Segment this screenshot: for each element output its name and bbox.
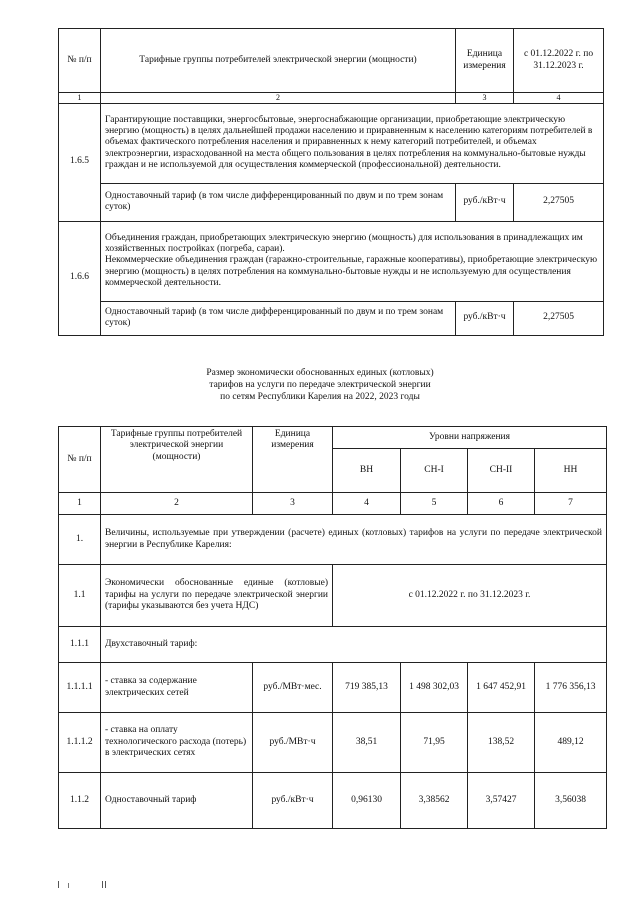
table-row [59,565,607,627]
unit-cell: руб./МВт·мес. [253,663,333,713]
t2-header-groups: Тарифные группы потребителей электрической энергии (мощности) [101,427,253,493]
t2-colnum: 6 [468,493,535,515]
value-sn1: 1 498 302,03 [401,663,468,713]
table-row [59,773,607,829]
t1-colnum: 2 [101,93,456,104]
row-description: Гарантирующие поставщики, энергосбытовые, энергоснабжающие организации, приобретающие электрическую энергию (мощность) в целях дальнейшей продажи населению и приравненным к населению категориям потребителей в объемах фактического потребления населения и приравненных к нему категорий потребителей, и объемах электроэнергии, израсходованной на места общего пользования в целях потребления на коммунально-бытовые нужды граждан и не используемой для осуществления коммерческой (профессиональной) деятельности. [101,103,604,183]
unit-cell: руб./МВт·ч [253,713,333,773]
table-row [59,627,607,663]
table-row [59,713,607,773]
t1-colnum: 3 [456,93,514,104]
value-vn: 0,96130 [333,773,401,829]
period-cell: с 01.12.2022 г. по 31.12.2023 г. [333,565,607,627]
table-row [59,103,604,183]
table-row [59,515,607,565]
tariff-table-1 [58,28,604,336]
tariff-unit: руб./кВт·ч [456,301,514,335]
t1-colnum: 4 [514,93,604,104]
t1-colnum: 1 [59,93,101,104]
t1-header-groups: Тарифные группы потребителей электрической энергии (мощности) [101,29,456,93]
row-description: Объединения граждан, приобретающих электрическую энергию (мощность) для использования в принадлежащих им хозяйственных постройках (погреба, сараи). Некоммерческие объединения граждан (гаражно-строительные, гаражные кооперативы), приобретающие электрическую энергию (мощность) в целях потребления на коммунально-бытовые нужды и не используемую для осуществления коммерческой деятельности. [101,221,604,301]
value-nn: 489,12 [535,713,607,773]
t1-header-unit: Единица измерения [456,29,514,93]
t2-header-vn: ВН [333,449,401,493]
row-description: Двухставочный тариф: [101,627,607,663]
t2-header-nn: НН [535,449,607,493]
row-number: 1. [59,515,101,565]
value-vn: 38,51 [333,713,401,773]
t2-header-unit: Единица измерения [253,427,333,493]
unit-cell: руб./кВт·ч [253,773,333,829]
heading-line: по сетям Республики Карелия на 2022, 2023 годы [220,391,420,402]
row-description: Одноставочный тариф [101,773,253,829]
t2-colnum: 7 [535,493,607,515]
table2-colnum-row [59,493,607,515]
tariff-label: Одноставочный тариф (в том числе дифференцированный по двум и по трем зонам суток) [101,183,456,221]
t2-colnum: 2 [101,493,253,515]
table-row [59,183,604,221]
table1-colnum-row [59,93,604,104]
value-sn2: 1 647 452,91 [468,663,535,713]
t2-header-sn1: СН-I [401,449,468,493]
tariff-value: 2,27505 [514,301,604,335]
tariff-unit: руб./кВт·ч [456,183,514,221]
t2-header-num: № п/п [59,427,101,493]
t2-colnum: 1 [59,493,101,515]
value-sn2: 3,57427 [468,773,535,829]
t1-header-num: № п/п [59,29,101,93]
t2-colnum: 3 [253,493,333,515]
row-number: 1.1.1.2 [59,713,101,773]
row-number: 1.6.5 [59,103,101,221]
scan-marks [58,880,138,892]
table1-header-row [59,29,604,93]
t2-header-sn2: СН-II [468,449,535,493]
row-number: 1.1.1 [59,627,101,663]
t1-header-period: с 01.12.2022 г. по 31.12.2023 г. [514,29,604,93]
value-vn: 719 385,13 [333,663,401,713]
table-row [59,221,604,301]
t2-colnum: 5 [401,493,468,515]
table-row [59,301,604,335]
value-nn: 3,56038 [535,773,607,829]
value-sn1: 71,95 [401,713,468,773]
row-description: - ставка за содержание электрических сетей [101,663,253,713]
row-description: Экономически обоснованные единые (котловые) тарифы на услуги по передаче электрической энергии (тарифы указываются без учета НДС) [101,565,333,627]
tariff-value: 2,27505 [514,183,604,221]
row-number: 1.1 [59,565,101,627]
heading-line: Размер экономически обоснованных единых (котловых) [206,368,434,378]
tariff-table-2 [58,426,607,829]
row-number: 1.1.1.1 [59,663,101,713]
tariff-label: Одноставочный тариф (в том числе дифференцированный по двум и по трем зонам суток) [101,301,456,335]
t2-colnum: 4 [333,493,401,515]
row-number: 1.6.6 [59,221,101,335]
table2-header-row [59,427,607,449]
row-number: 1.1.2 [59,773,101,829]
t2-header-levels: Уровни напряжения [333,427,607,449]
row-description: - ставка на оплату технологического расхода (потерь) в электрических сетях [101,713,253,773]
value-sn2: 138,52 [468,713,535,773]
row-description: Величины, используемые при утверждении (расчете) единых (котловых) тарифов на услуги по передаче электрической энергии в Республике Карелия: [101,515,607,565]
value-nn: 1 776 356,13 [535,663,607,713]
scan-marks-graphic [58,880,138,890]
section-heading [0,368,640,404]
value-sn1: 3,38562 [401,773,468,829]
table-row [59,663,607,713]
heading-line: тарифов на услуги по передаче электрической энергии [209,379,431,390]
